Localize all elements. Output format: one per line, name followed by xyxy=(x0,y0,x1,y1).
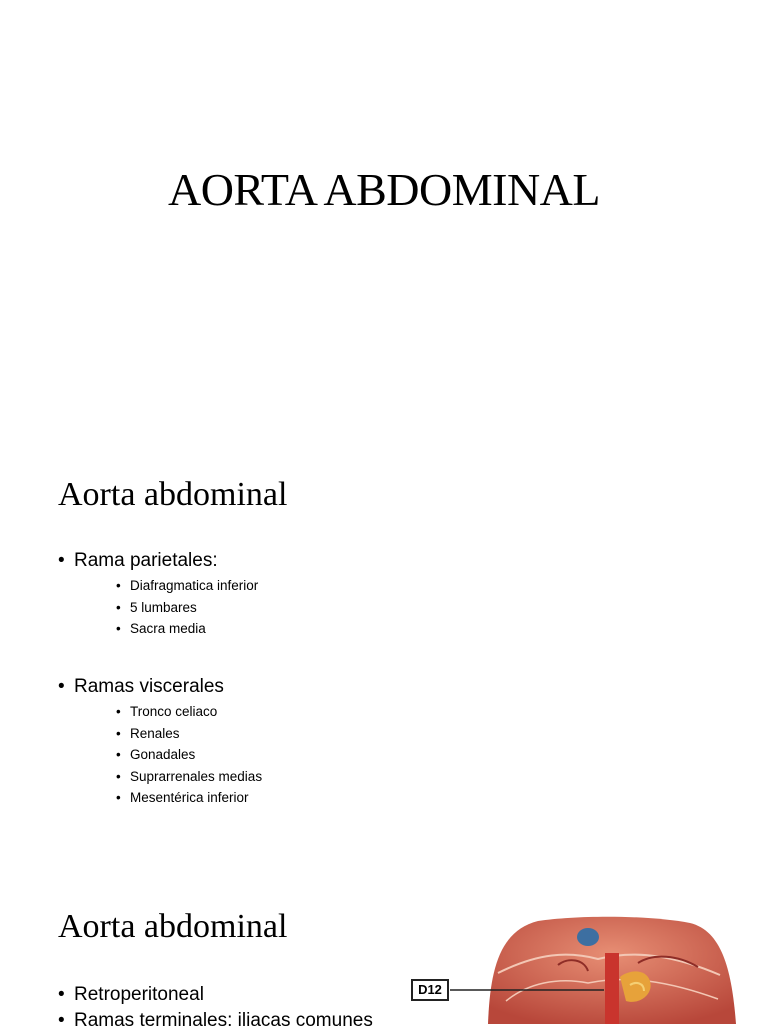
slide-title: Aorta abdominal xyxy=(58,476,288,513)
bullet-list xyxy=(58,982,373,1034)
slide-2 xyxy=(0,440,768,860)
bullet-list xyxy=(58,548,258,640)
list-item-label: Rama parietales: xyxy=(74,550,218,571)
sub-list-item: • Sacra media xyxy=(116,618,258,640)
anatomy-illustration xyxy=(398,913,738,1024)
slide-3 xyxy=(0,880,768,1031)
list-item xyxy=(58,674,262,809)
sub-list-item: • 5 lumbares xyxy=(116,597,258,619)
anatomy-drawing xyxy=(398,913,738,1024)
sub-list-item: • Diafragmatica inferior xyxy=(116,575,258,597)
list-item xyxy=(58,548,258,640)
slide-title: AORTA ABDOMINAL xyxy=(167,164,600,215)
list-item-label: Ramas viscerales xyxy=(74,676,224,697)
sub-list-item: • Suprarrenales medias xyxy=(116,766,262,788)
sub-list xyxy=(116,575,258,640)
sub-list-item: • Mesentérica inferior xyxy=(116,787,262,809)
sub-list-item: • Renales xyxy=(116,723,262,745)
figure-label: D12 xyxy=(411,979,449,1001)
list-item: • Ramas terminales: iliacas comunes xyxy=(58,1008,373,1034)
slide-title: Aorta abdominal xyxy=(58,908,288,945)
bullet-list xyxy=(58,674,262,809)
slide-1 xyxy=(0,0,768,420)
sub-list-item: • Gonadales xyxy=(116,744,262,766)
sub-list-item: • Tronco celiaco xyxy=(116,701,262,723)
list-item: • Retroperitoneal xyxy=(58,982,373,1008)
sub-list xyxy=(116,701,262,809)
